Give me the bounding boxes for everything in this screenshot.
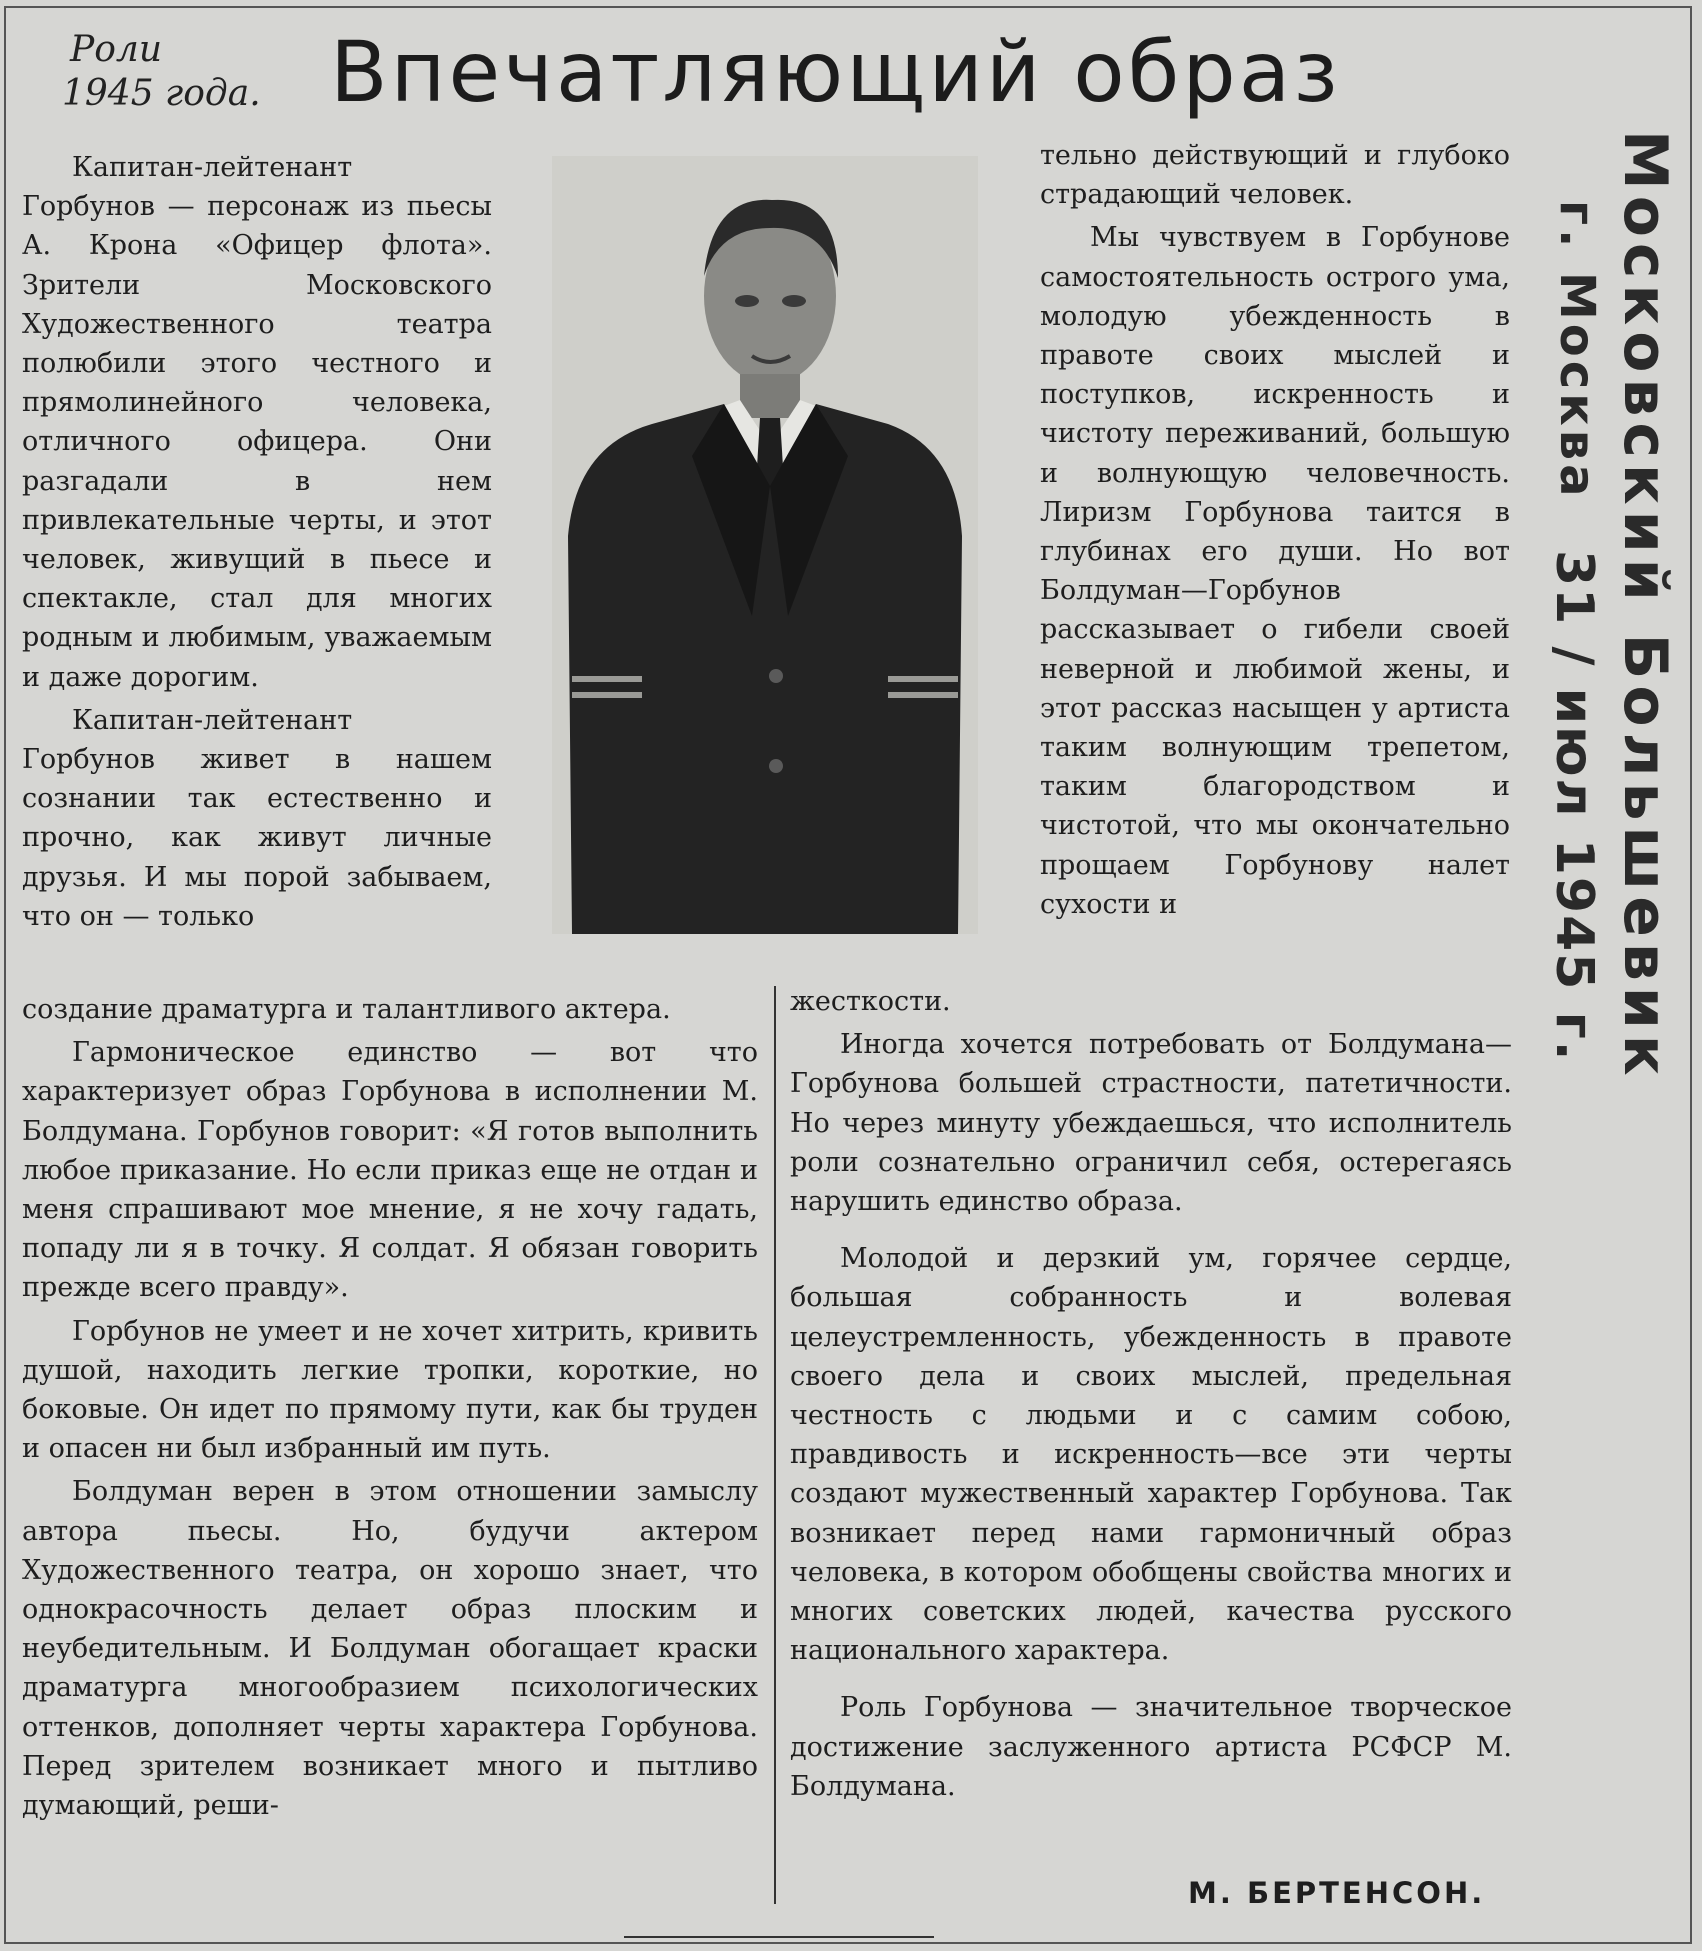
- paragraph: создание драматурга и талантливого актера.: [22, 994, 671, 1025]
- column-left-top: [22, 148, 492, 936]
- paragraph: Мы чувствуем в Горбунове самостоятельность острого ума, молодую убежденность в правоте своих мыслей и поступков, искренность и чистоту переживаний, большую и волнующую человечность. Лиризм Горбунова таится в глубинах его души. Но вот Болдуман—Горбунов рассказывает о гибели своей неверной и любимой жены, и этот рассказ насыщен у артиста таким волнующим трепетом, таким благородством и чистотой, что мы окончательно прощаем Горбунову налет сухости и: [1040, 222, 1510, 920]
- column-right-bottom: [790, 982, 1512, 1806]
- paragraph: Капитан-лейтенант Горбунов живет в нашем сознании так естественно и прочно, как живут личные друзья. И мы порой забываем, что он — только: [22, 704, 492, 932]
- author-signature: М. БЕРТЕНСОН.: [1188, 1876, 1486, 1910]
- portrait-photo: [552, 156, 978, 934]
- paragraph: Гармоническое единство — вот что характеризует образ Горбунова в исполнении М. Болдумана. Горбунов говорит: «Я готов выполнить любое приказание. Но если приказ еще не отдан и меня спрашивают мое мнение, я не хочу гадать, попаду ли я в точку. Я солдат. Я обязан говорить прежде всего правду».: [22, 1037, 758, 1304]
- headline: Впечатляющий образ: [330, 23, 1341, 121]
- column-right-top: [1040, 136, 1510, 924]
- paragraph: жесткости.: [790, 986, 951, 1017]
- column-divider: [774, 986, 776, 1904]
- handwritten-city: г. Москва: [1549, 200, 1605, 501]
- handwritten-newspaper-name: Московский Большевик: [1610, 130, 1680, 1082]
- handwritten-date: 31 / июл 1945 г.: [1544, 550, 1604, 1063]
- rubric: [62, 28, 292, 116]
- column-left-bottom: [22, 990, 758, 1825]
- handwritten-annotation: [1520, 130, 1690, 1082]
- bottom-rule: [624, 1936, 934, 1938]
- paragraph: Горбунов не умеет и не хочет хитрить, кривить душой, находить легкие тропки, короткие, но боковые. Он идет по прямому пути, как бы труден и опасен ни был избранный им путь.: [22, 1315, 758, 1465]
- paragraph: Болдуман верен в этом отношении замыслу автора пьесы. Но, будучи актером Художественного театра, он хорошо знает, что однокрасочность делает образ плоским и неубедительным. И Болдуман обогащает краски драматурга многообразием психологических оттенков, дополняет черты характера Горбунова. Перед зрителем возникает много и пытливо думающий, реши-: [22, 1476, 758, 1822]
- paragraph: тельно действующий и глубоко страдающий человек.: [1040, 140, 1510, 211]
- portrait-photo-icon: [552, 156, 978, 934]
- paragraph: Иногда хочется потребовать от Болдумана—Горбунова большей страстности, патетичности. Но через минуту убеждаешься, что исполнитель роли сознательно ограничил себя, остерегаясь нарушить единство образа.: [790, 1029, 1512, 1218]
- rubric-line-2: 1945 года.: [62, 73, 261, 114]
- rubric-line-1: Роли: [70, 29, 163, 70]
- paragraph: Капитан-лейтенант Горбунов — персонаж из пьесы А. Крона «Офицер флота». Зрители Московского Художественного театра полюбили этого честного и прямолинейного человека, отличного офицера. Они разгадали в нем привлекательные черты, и этот человек, живущий в пьесе и спектакле, стал для многих родным и любимым, уважаемым и даже дорогим.: [22, 152, 492, 693]
- paragraph: Роль Горбунова — значительное творческое достижение заслуженного артиста РСФСР М. Болдумана.: [790, 1692, 1512, 1802]
- paragraph: Молодой и дерзкий ум, горячее сердце, большая собранность и волевая целеустремленность, убежденность в правоте своего дела и своих мыслей, предельная честность с людьми и с самим собою, правдивость и искренность—все эти черты создают мужественный характер Горбунова. Так возникает перед нами гармоничный образ человека, в котором обобщены свойства многих и многих советских людей, качества русского национального характера.: [790, 1243, 1512, 1667]
